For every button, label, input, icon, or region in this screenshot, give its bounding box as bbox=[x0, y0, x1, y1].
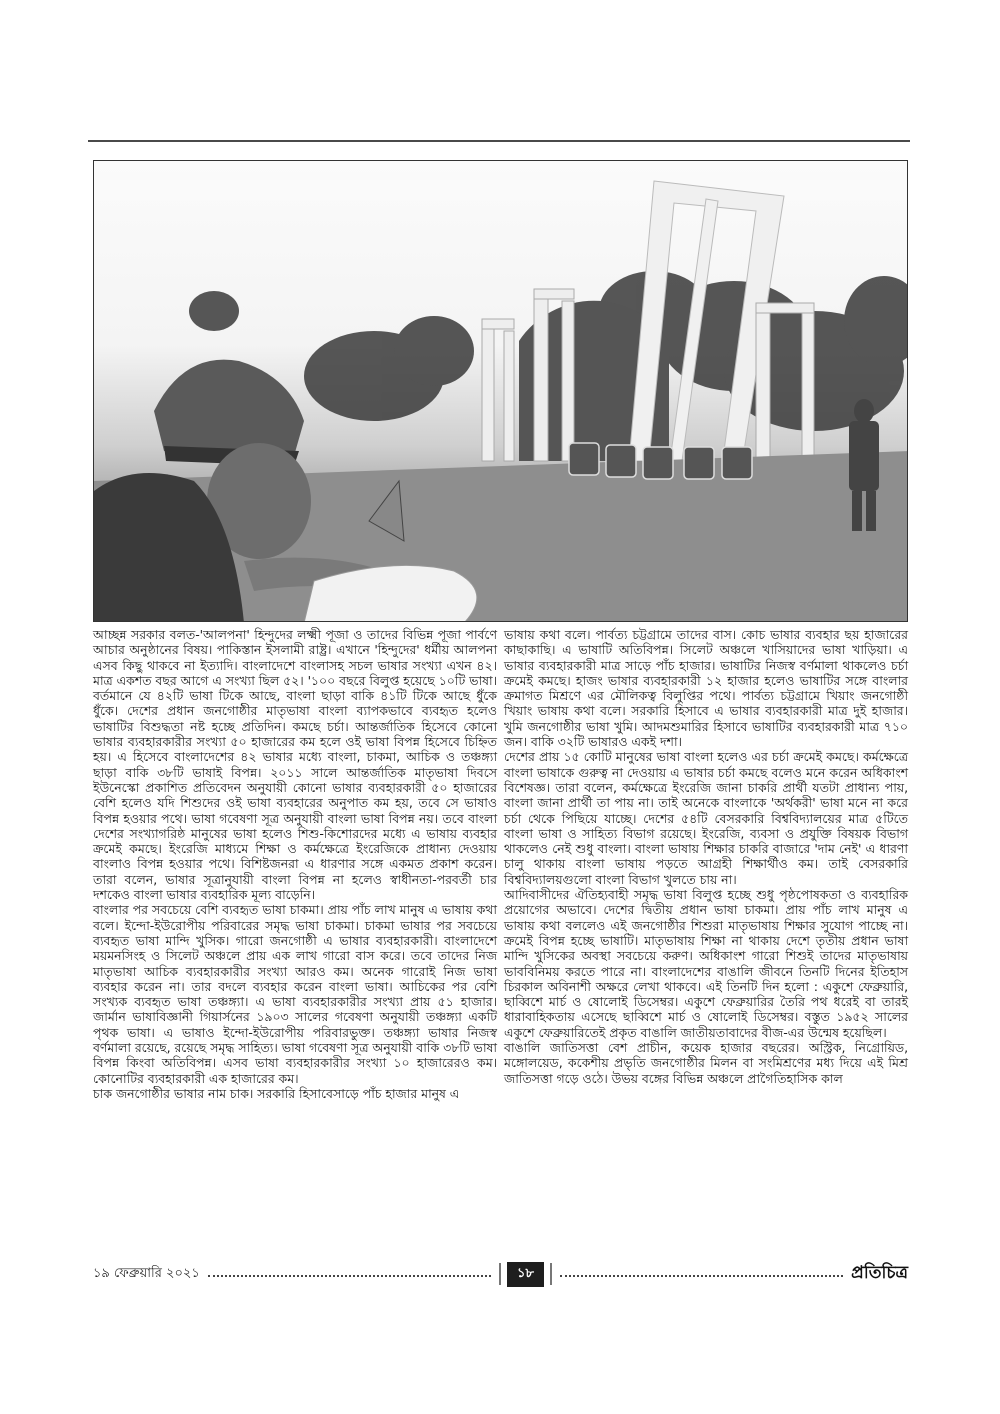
paragraph: দেশের প্রায় ১৫ কোটি মানুষের ভাষা বাংলা হলেও এর চর্চা ক্রমেই কমছে। কর্মক্ষেত্রে বাংলা ভাষাকে গুরুত্ব না দেওয়ায় এ ভাষার চর্চা কমছে বলেও মনে করেন অধিকাংশ বিশেষজ্ঞ। তারা বলেন, কর্মক্ষেত্রে ইংরেজি জানা চাকরি প্রার্থী যতটা প্রাধান্য পায়, বাংলা জানা প্রার্থী তা পায় না। তাই অনেকে বাংলাকে 'অর্থকরী' ভাষা মনে না করে চর্চা থেকে পিছিয়ে যাচ্ছে। দেশের ৫৪টি বেসরকারি বিশ্ববিদ্যালয়ের মাত্র ৫টিতে বাংলা ভাষা ও সাহিত্য বিভাগ রয়েছে। ইংরেজি, ব্যবসা ও প্রযুক্তি বিষয়ক বিভাগ থাকলেও নেই শুধু বাংলা। বাংলা ভাষায় শিক্ষার চাকরি বাজারে 'দাম নেই' এ ধারণা চালু থাকায় বাংলা ভাষায় পড়তে আগ্রহী শিক্ষার্থীও কম। তাই বেসরকারি বিশ্ববিদ্যালয়গুলো বাংলা বিভাগ খুলতে চায় না। bbox=[504, 749, 908, 887]
page-footer bbox=[93, 1262, 908, 1286]
dotted-leader-right bbox=[560, 1275, 843, 1277]
paragraph: আদিবাসীদের ঐতিহ্যবাহী সমৃদ্ধ ভাষা বিলুপ্ত হচ্ছে শুধু পৃষ্ঠপোষকতা ও ব্যবহারিক প্রয়োগের অভাবে। দেশের দ্বিতীয় প্রধান ভাষা চাকমা। প্রায় পাঁচ লাখ মানুষ এ ভাষায় কথা বললেও এই জনগোষ্ঠীর শিশুরা মাতৃভাষায় শিক্ষার সুযোগ পাচ্ছে না। ক্রমেই বিপন্ন হচ্ছে ভাষাটি। মাতৃভাষায় শিক্ষা না থাকায় দেশে তৃতীয় প্রধান ভাষা মান্দি খুসিকের অবস্থা সবচেয়ে করুণ। অধিকাংশ গারো শিশুই তাদের মাতৃভাষায় ভাববিনিময় করতে পারে না। বাংলাদেশের বাঙালি জীবনে তিনটি দিনের ইতিহাস চিরকাল অবিনাশী অক্ষরে লেখা থাকবে। এই তিনটি দিন হলো : একুশে ফেব্রুয়ারি, ছাব্বিশে মার্চ ও ষোলোই ডিসেম্বর। একুশে ফেব্রুয়ারির তৈরি পথ ধরেই বা তারই ধারাবাহিকতায় এসেছে ছাব্বিশে মার্চ ও ষোলোই ডিসেম্বর। বস্তুত ১৯৫২ সালের একুশে ফেব্রুয়ারিতেই প্রকৃত বাঙালি জাতীয়তাবাদের বীজ-এর উন্মেষ হয়েছিল। bbox=[504, 887, 908, 1040]
issue-date: ১৯ ফেব্রুয়ারি ২০২১ bbox=[93, 1265, 200, 1281]
paragraph: ভাষায় কথা বলে। পার্বত্য চট্টগ্রামে তাদের বাস। কোচ ভাষার ব্যবহার ছয় হাজারের কাছাকাছি। এ ভাষাটি অতিবিপন্ন। সিলেট অঞ্চলে খাসিয়াদের ভাষা খাড়িয়া। এ ভাষার ব্যবহারকারী মাত্র সাড়ে পাঁচ হাজার। ভাষাটির নিজস্ব বর্ণমালা থাকলেও চর্চা ক্রমেই কমছে। হাজং ভাষার ব্যবহারকারী ১২ হাজার হলেও ভাষাটির সঙ্গে বাংলার ক্রমাগত মিশ্রণে এর মৌলিকত্ব বিলুপ্তির পথে। পার্বত্য চট্টগ্রামে খিয়াং জনগোষ্ঠী খিয়াং ভাষায় কথা বলে। সরকারি হিসাবে এ ভাষার ব্যবহারকারী মাত্র দুই হাজার। খুমি জনগোষ্ঠীর ভাষা খুমি। আদমশুমারির হিসাবে ভাষাটির ব্যবহারকারী মাত্র ৭১০ জন। বাকি ৩২টি ভাষারও একই দশা। bbox=[504, 627, 908, 750]
footer-divider-left bbox=[499, 1263, 501, 1285]
dotted-leader-left bbox=[208, 1275, 491, 1277]
paragraph: বাঙালি জাতিসত্তা বেশ প্রাচীন, কয়েক হাজার বছরের। অস্ট্রিক, নিগ্রোয়িড, মঙ্গোলয়েড, ককেশীয় প্রভৃতি জনগোষ্ঠীর মিলন বা সংমিশ্রণের মধ্য দিয়ে এই মিশ্র জাতিসত্তা গড়ে ওঠে। উভয় বঙ্গের বিভিন্ন অঞ্চলে প্রাগৈতিহাসিক কাল bbox=[504, 1040, 908, 1086]
paragraph: আচ্ছন্ন সরকার বলত-'আলপনা' হিন্দুদের লক্ষ্মী পূজা ও তাদের বিভিন্ন পূজা পার্বণে আচার অনুষ্ঠানের বিষয়। পাকিস্তান ইসলামী রাষ্ট্র। এখানে 'হিন্দুদের' ধর্মীয় আলপনা এসব কিছু থাকবে না ইত্যাদি। বাংলাদেশে বাংলাসহ সচল ভাষার সংখ্যা এখন ৪২। মাত্র একশত বছর আগে এ সংখ্যা ছিল ৫২। '১০০ বছরে বিলুপ্ত হয়েছে ১০টি ভাষা। বর্তমানে যে ৪২টি ভাষা টিকে আছে, বাংলা ছাড়া বাকি ৪১টি টিকে আছে ধুঁকে ধুঁকে। দেশের প্রধান জনগোষ্ঠীর মাতৃভাষা বাংলা ব্যাপকভাবে ব্যবহৃত হলেও ভাষাটির বিশুদ্ধতা নষ্ট হচ্ছে প্রতিদিন। কমছে চর্চা। আন্তর্জাতিক হিসেবে কোনো ভাষার ব্যবহারকারীর সংখ্যা ৫০ হাজারের কম হলে ওই ভাষা বিপন্ন হিসেবে চিহ্নিত হয়। এ হিসেবে বাংলাদেশের ৪২ ভাষার মধ্যে বাংলা, চাকমা, আচিক ও তঞ্চঙ্গ্যা ছাড়া বাকি ৩৮টি ভাষাই বিপন্ন। ২০১১ সালে আন্তর্জাতিক মাতৃভাষা দিবসে ইউনেস্কো প্রকাশিত প্রতিবেদন অনুযায়ী কোনো ভাষার ব্যবহারকারী ৫০ হাজারের বেশি হলেও যদি শিশুদের ওই ভাষা ব্যবহারের অনুপাত কম হয়, তবে সে ভাষাও বিপন্ন হওয়ার পথে। ভাষা গবেষণা সূত্র অনুযায়ী বাংলা ভাষা বিপন্ন নয়। তবে বাংলা দেশের সংখ্যাগরিষ্ঠ মানুষের ভাষা হলেও শিশু-কিশোরদের মধ্যে এ ভাষায় ব্যবহার ক্রমেই কমছে। ইংরেজি মাধ্যমে শিক্ষা ও কর্মক্ষেত্রে ইংরেজিকে প্রাধান্য দেওয়ায় বাংলাও বিপন্ন হওয়ার পথে। বিশিষ্টজনরা এ ধারণার সঙ্গে একমত প্রকাশ করেন। তারা বলেন, ভাষার সূত্রানুযায়ী বাংলা বিপন্ন না হলেও স্বাধীনতা-পরবর্তী চার দশকেও বাংলা ভাষার ব্যবহারিক মূল্য বাড়েনি। bbox=[93, 627, 497, 903]
shaheed-minar-photo-illustration bbox=[94, 161, 908, 622]
article-column-right bbox=[504, 627, 908, 1101]
publication-logo: প্রতিচিত্র bbox=[851, 1263, 908, 1283]
article-body bbox=[93, 627, 908, 1101]
footer-divider-right bbox=[550, 1263, 552, 1285]
article-column-left bbox=[93, 627, 497, 1101]
page-number: ১৮ bbox=[507, 1262, 544, 1287]
flower-wreaths bbox=[569, 443, 752, 479]
paragraph: চাক জনগোষ্ঠীর ভাষার নাম চাক। সরকারি হিসাবেসাড়ে পাঁচ হাজার মানুষ এ bbox=[93, 1085, 460, 1101]
article-photo bbox=[93, 160, 908, 622]
header-rule bbox=[88, 140, 910, 142]
paragraph: বাংলার পর সবচেয়ে বেশি ব্যবহৃত ভাষা চাকমা। প্রায় পাঁচ লাখ মানুষ এ ভাষায় কথা বলে। ইন্দো-ইউরোপীয় পরিবারের সমৃদ্ধ ভাষা চাকমা। চাকমা ভাষার পর সবচেয়ে ব্যবহৃত ভাষা মান্দি খুসিক। গারো জনগোষ্ঠী এ ভাষার ব্যবহারকারী। বাংলাদেশে ময়মনসিংহ ও সিলেট অঞ্চলে প্রায় এক লাখ গারো বাস করে। তবে তাদের নিজ মাতৃভাষা আচিক ব্যবহারকারীর সংখ্যা আরও কম। অনেক গারোই নিজ ভাষা ব্যবহার করেন না। তার বদলে ব্যবহার করেন বাংলা ভাষা। আচিকের পর বেশি সংখ্যক ব্যবহৃত ভাষা তঞ্চঙ্গ্যা। এ ভাষা ব্যবহারকারীর সংখ্যা প্রায় ৫১ হাজার। জার্মান ভাষাবিজ্ঞানী গিয়ার্সনের ১৯০৩ সালের গবেষণা অনুযায়ী তঞ্চঙ্গ্যা একটি পৃথক ভাষা। এ ভাষাও ইন্দো-ইউরোপীয় পরিবারভুক্ত। তঞ্চঙ্গ্যা ভাষার নিজস্ব বর্ণমালা রয়েছে, রয়েছে সমৃদ্ধ সাহিত্য। ভাষা গবেষণা সূত্র অনুযায়ী বাকি ৩৮টি ভাষা বিপন্ন কিংবা অতিবিপন্ন। এসব ভাষা ব্যবহারকারীর সংখ্যা ১০ হাজারেরও কম। কোনোটির ব্যবহারকারী এক হাজারের কম। bbox=[93, 902, 497, 1086]
